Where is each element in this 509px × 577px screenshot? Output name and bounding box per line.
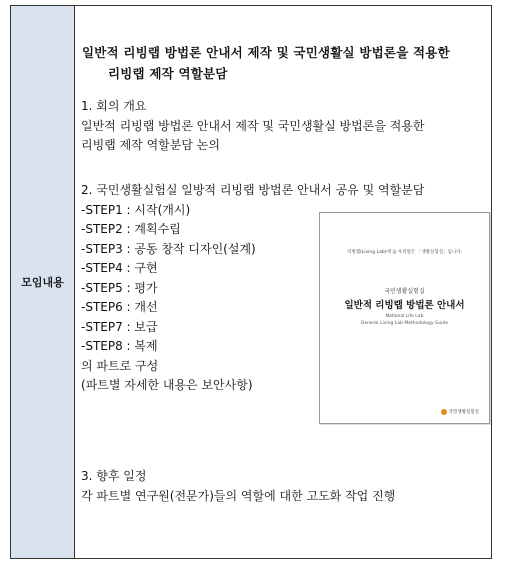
cover-english-line-2: General Living Lab Methodology Guide bbox=[360, 321, 449, 326]
logo-icon bbox=[441, 409, 447, 415]
cover-logo-text: 국민생활실험실 bbox=[448, 410, 479, 415]
title-line-1: 일반적 리빙랩 방법론 안내서 제작 및 국민생활실 방법론을 적용한 bbox=[82, 45, 450, 60]
parts-note-2: (파트별 자세한 내용은 보안사항) bbox=[81, 378, 253, 392]
guide-cover-image bbox=[319, 212, 490, 424]
cover-english-line-1: National Life Lab bbox=[385, 314, 424, 319]
step-item: -STEP8 : 복제 bbox=[81, 339, 158, 353]
section3-body: 각 파트별 연구원(전문가)들의 역할에 대한 고도화 작업 진행 bbox=[81, 489, 396, 503]
step-item: -STEP5 : 평가 bbox=[81, 281, 158, 295]
row-label-cell bbox=[11, 6, 75, 558]
document-title bbox=[82, 42, 502, 84]
cover-top-text: 리빙랩(Living Lab)에 숨 우리말은 「생활실험실」입니다. bbox=[346, 250, 463, 255]
cover-logo bbox=[441, 409, 479, 415]
title-line-2: 리빙랩 제작 역할분담 bbox=[108, 66, 228, 81]
step-item: -STEP6 : 개선 bbox=[81, 300, 158, 314]
section1-heading: 1. 회의 개요 bbox=[81, 99, 147, 113]
section1-body-1: 일반적 리빙랩 방법론 안내서 제작 및 국민생활실 방법론을 적용한 bbox=[81, 119, 425, 133]
step-item: -STEP2 : 계획수립 bbox=[81, 222, 181, 236]
step-item: -STEP4 : 구현 bbox=[81, 261, 158, 275]
meeting-table bbox=[10, 5, 492, 559]
row-label: 모임내용 bbox=[21, 276, 64, 289]
content-cell bbox=[75, 6, 491, 558]
step-item: -STEP1 : 시작(개시) bbox=[81, 203, 191, 217]
parts-note-1: 의 파트로 구성 bbox=[81, 359, 159, 373]
step-item: -STEP3 : 공동 창작 디자인(설계) bbox=[81, 242, 256, 256]
section2-heading: 2. 국민생활실험실 일방적 리빙랩 방법론 안내서 공유 및 역할분담 bbox=[81, 183, 425, 197]
cover-subtitle: 국민생활실험실 bbox=[384, 288, 425, 295]
cover-title: 일반적 리빙랩 방법론 안내서 bbox=[344, 300, 465, 311]
section1-body-2: 리빙랩 제작 역할분담 논의 bbox=[81, 138, 220, 152]
step-item: -STEP7 : 보급 bbox=[81, 320, 158, 334]
section3-heading: 3. 향후 일정 bbox=[81, 469, 147, 483]
